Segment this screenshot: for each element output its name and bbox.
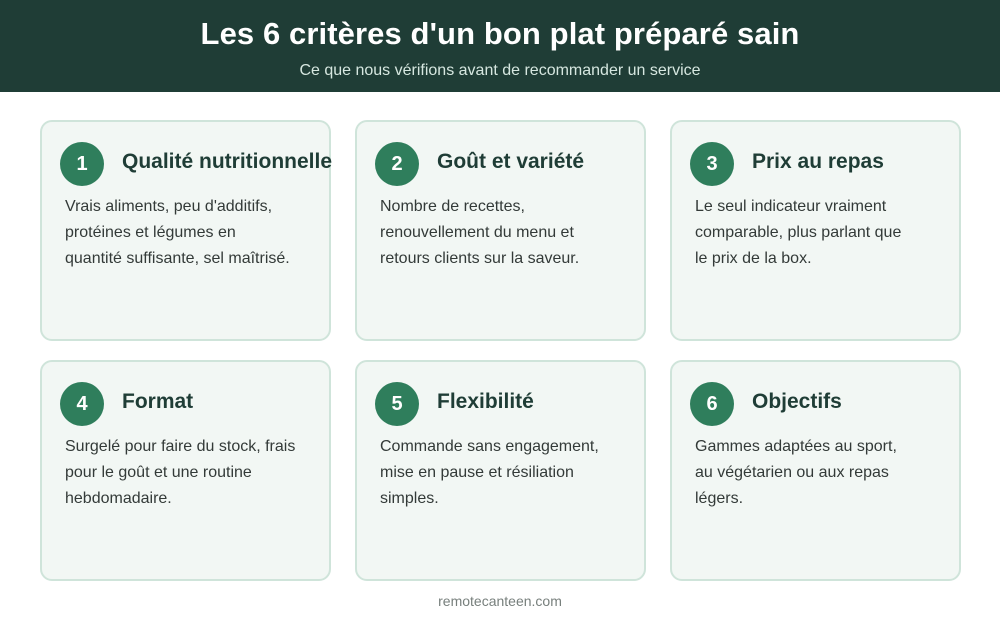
number-badge: 3 — [690, 142, 734, 186]
card-title: Prix au repas — [752, 150, 884, 173]
card-text: Gammes adaptées au sport, au végétarien ou aux repas légers. — [695, 438, 897, 507]
number-badge: 4 — [60, 382, 104, 426]
criterion-card-3 — [670, 120, 961, 341]
number-badge: 6 — [690, 382, 734, 426]
card-title: Format — [122, 390, 194, 413]
page-subtitle: Ce que nous vérifions avant de recommander un service — [299, 62, 701, 79]
card-title: Goût et variété — [437, 150, 585, 173]
criterion-card-1 — [40, 120, 331, 341]
card-title: Flexibilité — [437, 390, 534, 413]
card-text: Commande sans engagement, mise en pause et résiliation simples. — [380, 438, 599, 507]
card-text: Surgelé pour faire du stock, frais pour le goût et une routine hebdomadaire. — [65, 438, 296, 507]
card-title: Qualité nutritionnelle — [122, 150, 333, 173]
header-banner — [0, 0, 1000, 92]
card-text: Nombre de recettes, renouvellement du menu et retours clients sur la saveur. — [380, 198, 580, 267]
criterion-card-5 — [355, 360, 646, 581]
criterion-card-2 — [355, 120, 646, 341]
number-badge: 1 — [60, 142, 104, 186]
page-title: Les 6 critères d'un bon plat préparé sain — [200, 16, 800, 51]
card-title: Objectifs — [752, 390, 842, 413]
card-text: Le seul indicateur vraiment comparable, plus parlant que le prix de la box. — [695, 198, 902, 267]
footer-source: remotecanteen.com — [438, 593, 562, 609]
number-badge: 2 — [375, 142, 419, 186]
card-text: Vrais aliments, peu d'additifs, protéines et légumes en quantité suffisante, sel maîtrisé. — [65, 198, 290, 267]
criterion-card-4 — [40, 360, 331, 581]
number-badge: 5 — [375, 382, 419, 426]
criterion-card-6 — [670, 360, 961, 581]
